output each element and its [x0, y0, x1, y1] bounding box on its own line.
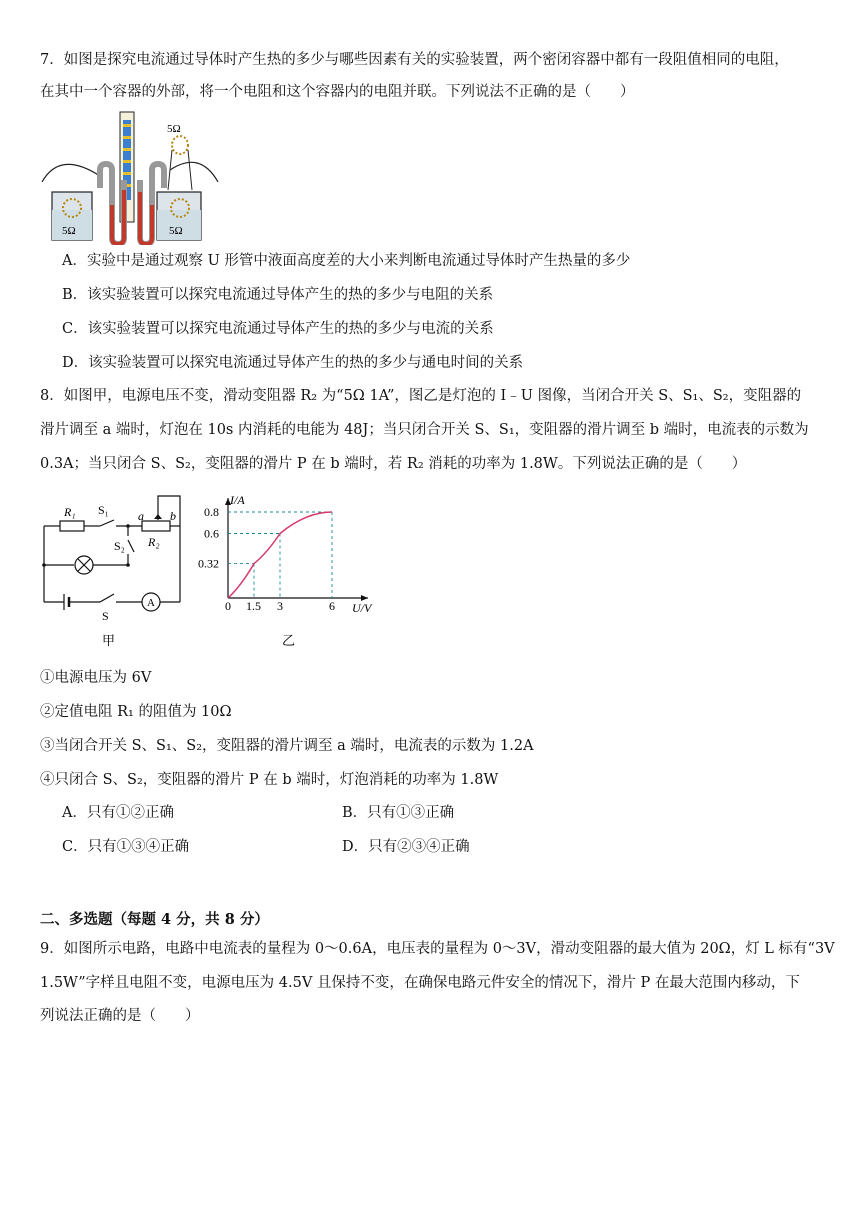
s2-label: S₂ — [114, 539, 125, 553]
q8-statement-1: ①电源电压为 6V — [40, 670, 152, 686]
q8-option-c[interactable]: C．只有①③④正确 — [62, 839, 190, 855]
y-axis-label: I/A — [230, 493, 245, 507]
q8-stem-line2: 滑片调至 a 端时，灯泡在 10s 内消耗的电能为 48J；当只闭合开关 S、S₁，变阻器的滑片调至 b 端时，电流表的示数为 — [40, 422, 809, 438]
q8-statement-4: ④只闭合 S、S₂，变阻器的滑片 P 在 b 端时，灯泡消耗的功率为 1.8W — [40, 772, 499, 788]
s1-label: S₁ — [98, 503, 109, 517]
q7-option-b[interactable]: B．该实验装置可以探究电流通过导体产生的热的多少与电阻的关系 — [62, 287, 494, 303]
r1-label: R₁ — [64, 505, 76, 519]
y-tick-label: 0.8 — [204, 505, 219, 519]
q8-option-a[interactable]: A．只有①②正确 — [62, 805, 174, 821]
q7-left-resistor-label: 5Ω — [62, 225, 76, 237]
q9-stem-line1: 9．如图所示电路，电路中电流表的量程为 0～0.6A，电压表的量程为 0～3V，滑动变阻器的最大值为 20Ω，灯 L 标有“3V — [40, 941, 835, 957]
y-tick-label: 0.32 — [198, 556, 219, 571]
q8-circuit-diagram — [38, 492, 188, 652]
s-label: S — [102, 609, 109, 623]
q7-option-d[interactable]: D．该实验装置可以探究电流通过导体产生的热的多少与通电时间的关系 — [62, 355, 524, 371]
q8-statement-3: ③当闭合开关 S、S₁、S₂，变阻器的滑片调至 a 端时，电流表的示数为 1.2A — [40, 738, 534, 754]
terminal-a-label: a — [138, 509, 144, 523]
x-tick-label: 1.5 — [246, 599, 261, 613]
q8-option-d[interactable]: D．只有②③④正确 — [342, 839, 470, 855]
q8-statement-2: ②定值电阻 R₁ 的阻值为 10Ω — [40, 704, 232, 720]
graph-caption: 乙 — [282, 633, 296, 648]
q8-iu-graph — [196, 492, 386, 652]
y-tick-label: 0.6 — [204, 526, 219, 541]
x-tick-label: 3 — [277, 599, 283, 613]
circuit-caption: 甲 — [102, 633, 116, 648]
q7-stem-line2: 在其中一个容器的外部，将一个电阻和这个容器内的电阻并联。下列说法不正确的是（ ） — [40, 84, 635, 100]
q7-right-resistor-label: 5Ω — [169, 225, 183, 237]
x-tick-label: 0 — [225, 599, 231, 613]
q7-top-resistor-label: 5Ω — [167, 123, 181, 135]
q7-stem-line1: 7．如图是探究电流通过导体时产生热的多少与哪些因素有关的实验装置，两个密闭容器中都有一段阻值相同的电阻， — [40, 52, 789, 68]
q7-option-c[interactable]: C．该实验装置可以探究电流通过导体产生的热的多少与电流的关系 — [62, 321, 494, 337]
q7-option-a[interactable]: A．实验中是通过观察 U 形管中液面高度差的大小来判断电流通过导体时产生热量的多少 — [62, 253, 631, 269]
section-title: 二、多选题（每题 4 分，共 8 分） — [40, 911, 269, 928]
x-axis-label: U/V — [352, 601, 372, 615]
q8-stem-line1: 8．如图甲，电源电压不变，滑动变阻器 R₂ 为“5Ω 1A”，图乙是灯泡的 I﹣U 图像，当闭合开关 S、S₁、S₂，变阻器的 — [40, 388, 802, 404]
q8-option-b[interactable]: B．只有①③正确 — [342, 805, 455, 821]
q8-stem-line3: 0.3A；当只闭合 S、S₂，变阻器的滑片 P 在 b 端时，若 R₂ 消耗的功率为 1.8W。下列说法正确的是（ ） — [40, 456, 747, 472]
x-tick-label: 6 — [329, 599, 335, 613]
q9-stem-line3: 列说法正确的是（ ） — [40, 1008, 200, 1024]
terminal-b-label: b — [170, 509, 176, 523]
q9-stem-line2: 1.5W”字样且电阻不变，电源电压为 4.5V 且保持不变，在确保电路元件安全的情况下，滑片 P 在最大范围内移动，下 — [40, 975, 800, 991]
r2-label: R₂ — [148, 535, 160, 549]
ammeter-icon: A — [147, 597, 155, 609]
q7-experiment-figure — [40, 110, 220, 245]
